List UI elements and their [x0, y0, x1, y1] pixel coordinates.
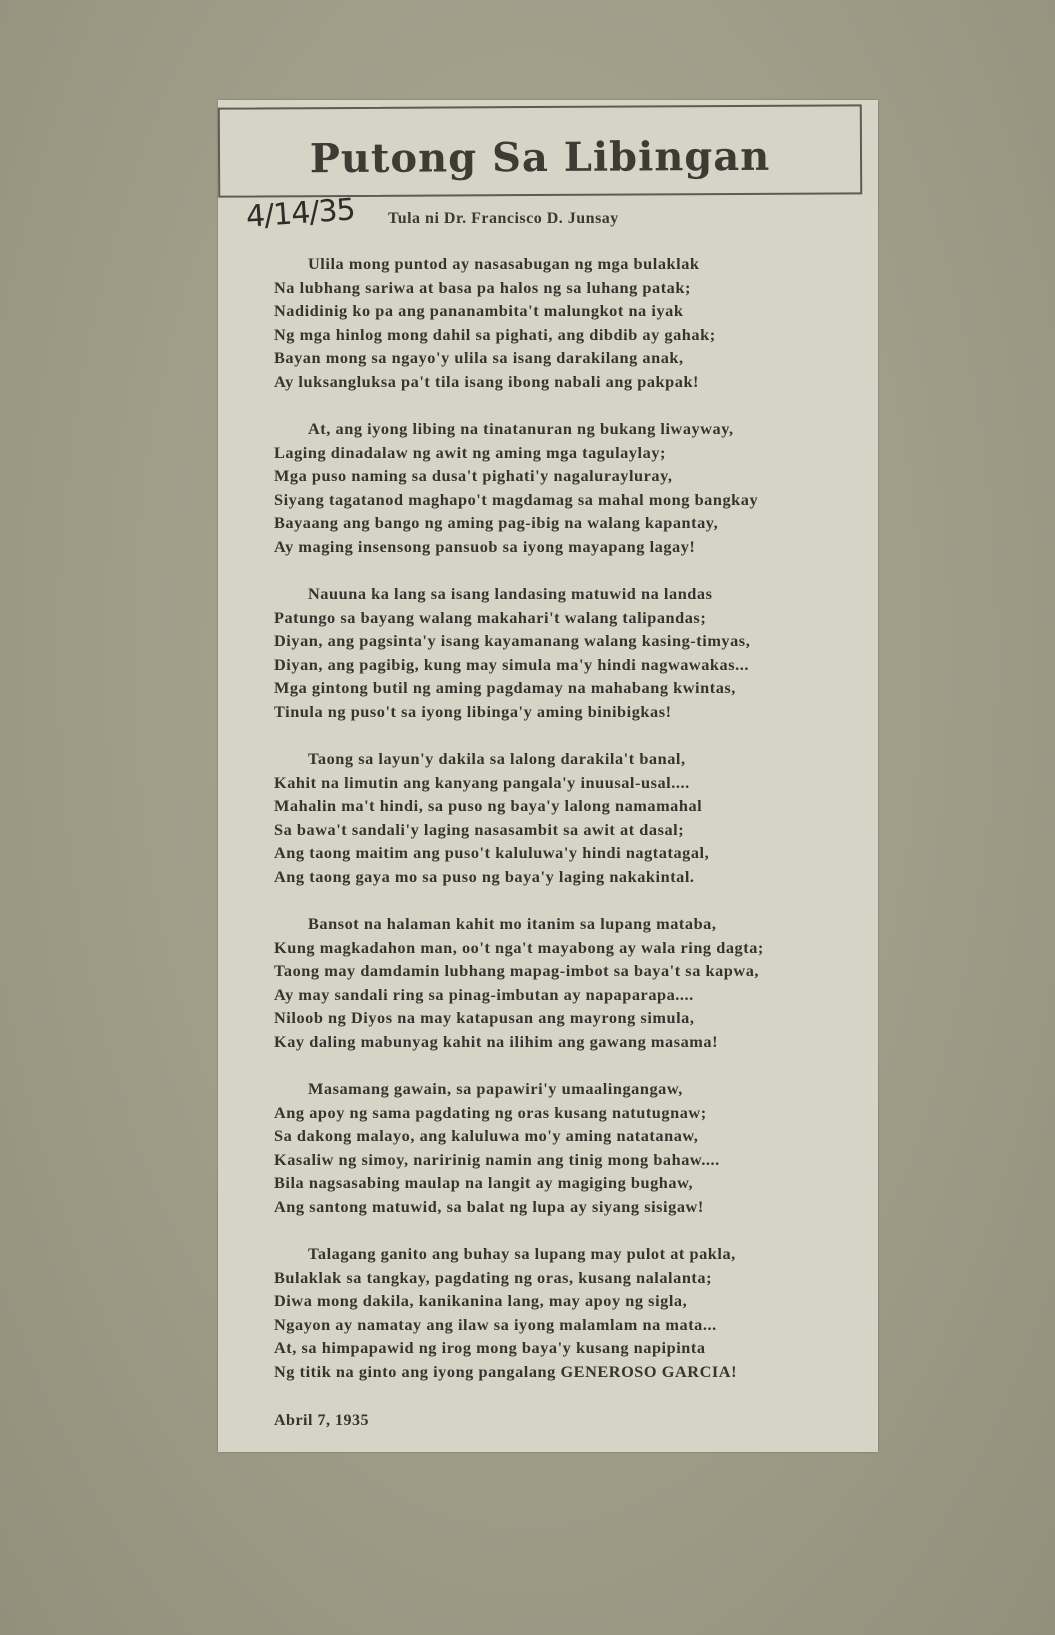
- stanza: [274, 1077, 874, 1218]
- poem-line: Patungo sa bayang walang makahari't walang talipandas;: [274, 607, 707, 627]
- poem-line: Kung magkadahon man, oo't nga't mayabong ay wala ring dagta;: [274, 937, 764, 957]
- poem-line: Talagang ganito ang buhay sa lupang may pulot at pakla,: [308, 1244, 736, 1263]
- poem-line: Niloob ng Diyos na may katapusan ang mayrong simula,: [274, 1008, 695, 1027]
- poem-line: Mahalin ma't hindi, sa puso ng baya'y lalong namamahal: [274, 796, 703, 815]
- poem-line: Ang taong maitim ang puso't kaluluwa'y hindi nagtatagal,: [274, 843, 710, 862]
- poem-line: At, ang iyong libing na tinatanuran ng bukang liwayway,: [308, 419, 734, 438]
- poem-line: Kay daling mabunyag kahit na ilihim ang gawang masama!: [274, 1031, 719, 1051]
- poem-line: Nauuna ka lang sa isang landasing matuwid na landas: [308, 584, 713, 603]
- poem-line: Bila nagsasabing maulap na langit ay magiging bughaw,: [274, 1173, 694, 1192]
- poem-title: Putong Sa Libingan: [309, 132, 771, 183]
- poem-line: Diyan, ang pagsinta'y isang kayamanang walang kasing-timyas,: [274, 631, 751, 650]
- poem-line: Taong sa layun'y dakila sa lalong darakila't banal,: [308, 749, 686, 768]
- stanza: [274, 747, 874, 888]
- stanza: [274, 912, 874, 1053]
- poem-line: Tinula ng puso't sa iyong libinga'y aming binibigkas!: [274, 701, 672, 721]
- title-frame: [218, 104, 862, 197]
- newspaper-clipping: [218, 100, 878, 1452]
- poem-line: Laging dinadalaw ng awit ng aming mga tagulaylay;: [274, 442, 666, 462]
- poem-line: Ngayon ay namatay ang ilaw sa iyong malamlam na mata...: [274, 1314, 717, 1334]
- poem-line: Bayan mong sa ngayo'y ulila sa isang darakilang anak,: [274, 348, 684, 367]
- poem-line: Siyang tagatanod maghapo't magdamag sa mahal mong bangkay: [274, 489, 759, 509]
- poem-line: Diyan, ang pagibig, kung may simula ma'y hindi nagwawakas...: [274, 654, 749, 674]
- stanza: [274, 417, 874, 558]
- poem-line: Ang taong gaya mo sa puso ng baya'y laging nakakintal.: [274, 866, 695, 886]
- poem-line: Bayaang ang bango ng aming pag-ibig na walang kapantay,: [274, 513, 719, 532]
- poem-line: Ang apoy ng sama pagdating ng oras kusang natutugnaw;: [274, 1102, 707, 1122]
- stanza: [274, 582, 874, 723]
- dateline: Abril 7, 1935: [274, 1412, 369, 1429]
- poem-line: Diwa mong dakila, kanikanina lang, may apoy ng sigla,: [274, 1291, 688, 1310]
- poem-line: At, sa himpapawid ng irog mong baya'y kusang napipinta: [274, 1338, 706, 1357]
- poem-line: Bansot na halaman kahit mo itanim sa lupang mataba,: [308, 914, 717, 933]
- poem-line: Nadidinig ko pa ang pananambita't malungkot na iyak: [274, 301, 684, 320]
- poem-line: Sa dakong malayo, ang kaluluwa mo'y aming natatanaw,: [274, 1126, 699, 1145]
- poem-line: Ay may sandali ring sa pinag-imbutan ay napaparapa....: [274, 984, 694, 1004]
- poem-line: Kahit na limutin ang kanyang pangala'y inuusal-usal....: [274, 772, 690, 792]
- poem-body: [274, 252, 874, 1407]
- poem-line: Ay luksangluksa pa't tila isang ibong nabali ang pakpak!: [274, 371, 700, 391]
- poem-line: Kasaliw ng simoy, naririnig namin ang tinig mong bahaw....: [274, 1149, 720, 1169]
- stanza: [274, 1242, 874, 1383]
- poem-line: Ng mga hinlog mong dahil sa pighati, ang dibdib ay gahak;: [274, 324, 716, 344]
- poem-line: Na lubhang sariwa at basa pa halos ng sa luhang patak;: [274, 277, 691, 297]
- poem-line: Mga gintong butil ng aming pagdamay na mahabang kwintas,: [274, 678, 736, 697]
- poem-line: Masamang gawain, sa papawiri'y umaalingangaw,: [308, 1079, 683, 1098]
- poem-line: Ulila mong puntod ay nasasabugan ng mga bulaklak: [308, 254, 700, 273]
- poem-line: Ay maging insensong pansuob sa iyong mayapang lagay!: [274, 536, 696, 556]
- poem-line: Mga puso naming sa dusa't pighati'y nagalurayluray,: [274, 466, 673, 485]
- poem-line: Ang santong matuwid, sa balat ng lupa ay siyang sisigaw!: [274, 1196, 704, 1216]
- poem-line: Taong may damdamin lubhang mapag-imbot sa baya't sa kapwa,: [274, 961, 760, 980]
- poem-line: Ng titik na ginto ang iyong pangalang GENEROSO GARCIA!: [274, 1361, 738, 1381]
- handwritten-date: 4/14/35: [244, 192, 356, 235]
- poem-line: Sa bawa't sandali'y laging nasasambit sa awit at dasal;: [274, 819, 685, 839]
- poem-line: Bulaklak sa tangkay, pagdating ng oras, kusang nalalanta;: [274, 1267, 713, 1287]
- stanza: [274, 252, 874, 393]
- byline: Tula ni Dr. Francisco D. Junsay: [388, 210, 619, 227]
